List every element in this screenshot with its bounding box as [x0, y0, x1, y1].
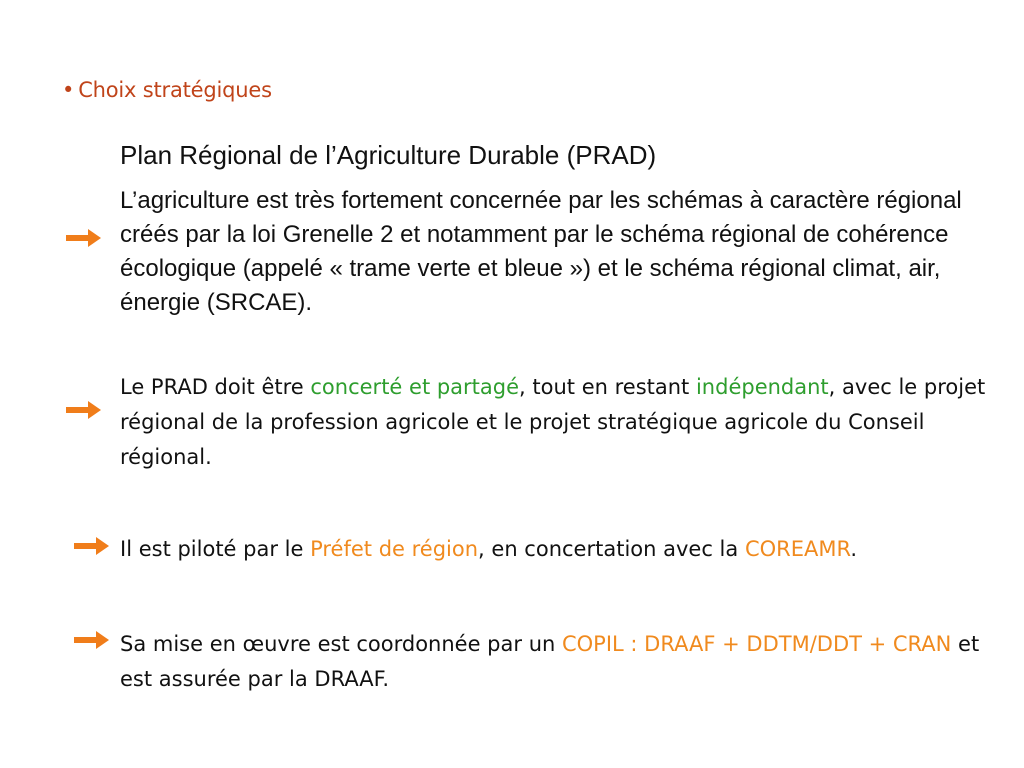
text-segment: Il est piloté par le	[120, 537, 311, 561]
text-segment: , avec le projet régional de la profession agricole et le projet stratégique agricole du Conseil régional.	[120, 375, 986, 469]
highlight-concerte: concerté et partagé	[310, 375, 520, 399]
text-segment: .	[850, 537, 858, 561]
right-arrow-icon	[74, 536, 110, 556]
paragraph-concertation	[120, 370, 1000, 475]
section-bullet	[62, 78, 272, 102]
text-segment: , tout en restant	[519, 375, 696, 399]
highlight-coreamr: COREAMR	[744, 537, 851, 561]
right-arrow-icon	[66, 228, 102, 248]
highlight-copil: COPIL : DRAAF + DDTM/DDT + CRAN	[561, 632, 952, 656]
text-segment: Le PRAD doit être	[120, 375, 311, 399]
text-segment: et est assurée par la DRAAF.	[120, 632, 980, 691]
right-arrow-icon	[66, 400, 102, 420]
bullet-title: Choix stratégiques	[78, 78, 272, 102]
highlight-independant: indépendant	[695, 375, 829, 399]
text-segment: Sa mise en œuvre est coordonnée par un	[120, 632, 562, 656]
paragraph-srcae: L’agriculture est très fortement concernée par les schémas à caractère régional créés par la loi Grenelle 2 et notamment par le schéma régional de cohérence écologique (appelé « trame verte et bleue ») et le schéma régional climat, air, énergie (SRCAE).	[120, 187, 962, 316]
bullet-dot: •	[62, 78, 75, 102]
paragraph-pilotage	[120, 532, 1000, 567]
text-segment: , en concertation avec la	[478, 537, 745, 561]
highlight-prefet: Préfet de région	[310, 537, 479, 561]
right-arrow-icon	[74, 630, 110, 650]
section-title: Plan Régional de l’Agriculture Durable (PRAD)	[120, 140, 657, 170]
paragraph-copil	[120, 627, 1000, 697]
